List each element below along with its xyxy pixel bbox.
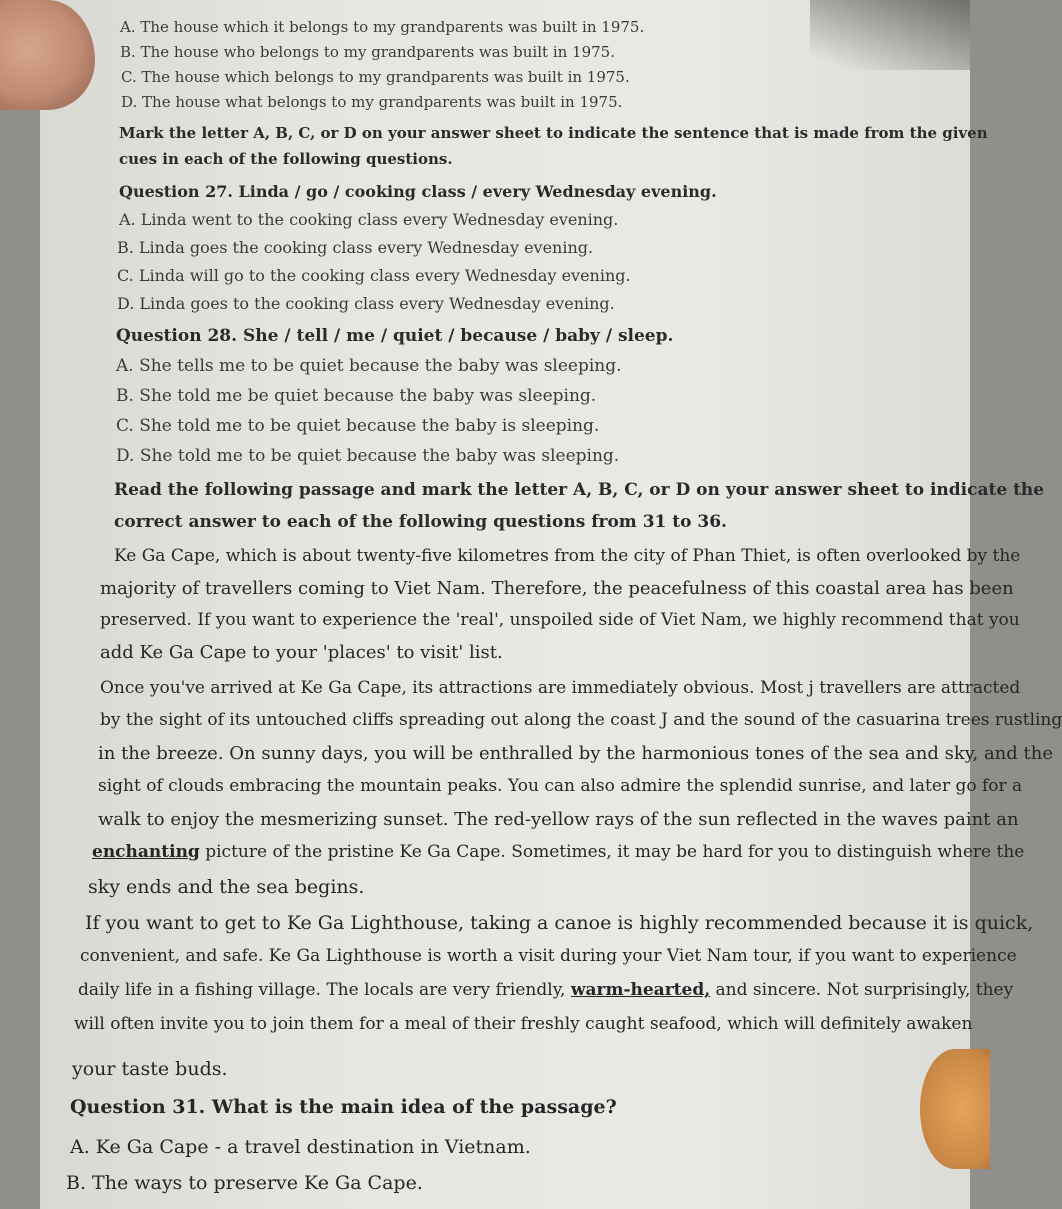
passage-line-4: add Ke Ga Cape to your 'places' to visit' list.	[100, 642, 503, 663]
q28-option-d: D. She told me to be quiet because the baby was sleeping.	[116, 446, 620, 466]
q28-option-b: B. She told me be quiet because the baby was sleeping.	[116, 386, 597, 406]
q28-option-a: A. She tells me to be quiet because the baby was sleeping.	[116, 356, 622, 376]
passage-line-14-start: daily life in a fishing village. The locals are very friendly,	[78, 980, 571, 1000]
underlined-word-warm-hearted: warm-hearted,	[570, 980, 711, 1000]
passage-line-13: convenient, and safe. Ke Ga Lighthouse is worth a visit during your Viet Nam tour, if you want to experience	[80, 946, 1017, 966]
q26-option-c: C. The house which belongs to my grandparents was built in 1975.	[121, 68, 630, 86]
q27-option-a: A. Linda went to the cooking class every Wednesday evening.	[119, 210, 619, 229]
section-instruction-1: Mark the letter A, B, C, or D on your answer sheet to indicate the sentence that is made from the given	[119, 124, 988, 142]
passage-line-15: will often invite you to join them for a meal of their freshly caught seafood, which will definitely awaken	[74, 1014, 973, 1034]
question-27: Question 27. Linda / go / cooking class / every Wednesday evening.	[119, 182, 717, 201]
q26-option-d: D. The house what belongs to my grandparents was built in 1975.	[121, 93, 623, 111]
passage-line-2: majority of travellers coming to Viet Nam. Therefore, the peacefulness of this coastal area has been	[100, 578, 1014, 599]
underlined-word-enchanting: enchanting	[92, 842, 200, 862]
q26-option-a: A. The house which it belongs to my grandparents was built in 1975.	[120, 18, 645, 36]
passage-instruction-2: correct answer to each of the following questions from 31 to 36.	[114, 512, 727, 532]
question-28: Question 28. She / tell / me / quiet / because / baby / sleep.	[116, 326, 674, 346]
q31-option-b: B. The ways to preserve Ke Ga Cape.	[66, 1172, 423, 1194]
section-instruction-2: cues in each of the following questions.	[119, 150, 453, 168]
passage-line-8: sight of clouds embracing the mountain peaks. You can also admire the splendid sunrise, and later go for a	[98, 776, 1023, 796]
q26-option-b: B. The house who belongs to my grandparents was built in 1975.	[120, 43, 615, 61]
q31-option-a: A. Ke Ga Cape - a travel destination in Vietnam.	[70, 1136, 531, 1158]
q27-option-d: D. Linda goes to the cooking class every Wednesday evening.	[117, 294, 615, 313]
passage-line-16: your taste buds.	[72, 1058, 228, 1080]
passage-line-9: walk to enjoy the mesmerizing sunset. The red-yellow rays of the sun reflected in the waves paint an	[98, 809, 1019, 830]
q27-option-b: B. Linda goes the cooking class every Wednesday evening.	[117, 238, 594, 257]
passage-line-6: by the sight of its untouched cliffs spreading out along the coast J and the sound of the casuarina trees rustling	[100, 710, 1062, 730]
passage-line-5: Once you've arrived at Ke Ga Cape, its attractions are immediately obvious. Most j travellers are attracted	[100, 678, 1021, 698]
passage-line-7: in the breeze. On sunny days, you will be enthralled by the harmonious tones of the sea and sky, and the	[98, 743, 1054, 764]
passage-line-11: sky ends and the sea begins.	[88, 876, 365, 898]
q28-option-c: C. She told me to be quiet because the baby is sleeping.	[116, 416, 600, 436]
q27-option-c: C. Linda will go to the cooking class every Wednesday evening.	[117, 266, 631, 285]
passage-line-3: preserved. If you want to experience the 'real', unspoiled side of Viet Nam, we highly recommend that you	[100, 610, 1020, 630]
passage-line-1: Ke Ga Cape, which is about twenty-five kilometres from the city of Phan Thiet, is often overlooked by the	[114, 546, 1021, 566]
passage-line-12: If you want to get to Ke Ga Lighthouse, taking a canoe is highly recommended because it is quick,	[85, 912, 1034, 934]
passage-line-14-end: and sincere. Not surprisingly, they	[710, 980, 1014, 1000]
passage-instruction-1: Read the following passage and mark the letter A, B, C, or D on your answer sheet to indicate the	[114, 480, 1045, 500]
question-31: Question 31. What is the main idea of the passage?	[70, 1096, 617, 1118]
passage-line-10-rest: picture of the pristine Ke Ga Cape. Sometimes, it may be hard for you to distinguish where the	[199, 842, 1025, 862]
passage-line-14	[78, 980, 1013, 1000]
passage-line-10	[92, 842, 1024, 862]
